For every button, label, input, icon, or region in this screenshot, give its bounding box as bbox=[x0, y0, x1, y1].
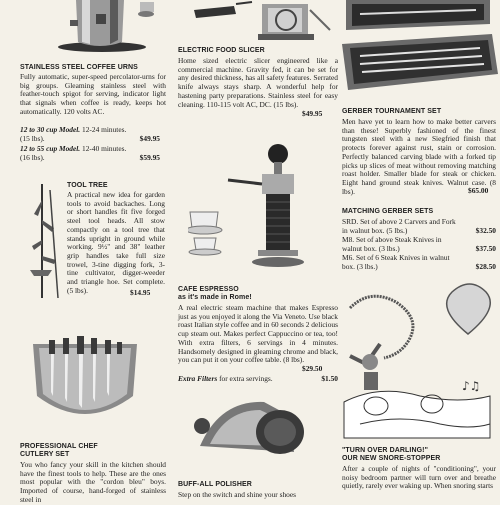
coffee-urn-model-2 bbox=[20, 145, 160, 162]
espresso-heading-line1: CAFE ESPRESSO bbox=[178, 286, 239, 293]
espresso-heading-line2: as it's made in Rome! bbox=[178, 294, 252, 301]
tool-tree-description: A practical new idea for garden tools to avoid backaches. Long or short handles fit five forged steel tool heads. All stow compactly on a tool tree that stands upright in ground while working. 9½" and 38" leather grip handles take full size trowel, 3-tine digging fork, 3-tine cultivator, digger-weeder and triangle hoe. Set complete. (5 lbs). bbox=[67, 190, 165, 295]
snore-stopper-heading-line1: "TURN OVER DARLING!" bbox=[342, 447, 429, 454]
food-slicer-heading: ELECTRIC FOOD SLICER bbox=[178, 47, 265, 54]
gerber-item-srd-price: $32.50 bbox=[475, 225, 496, 235]
gerber-item-m6 bbox=[342, 254, 496, 271]
matching-gerber-heading: MATCHING GERBER SETS bbox=[342, 208, 434, 215]
coffee-urns-heading: STAINLESS STEEL COFFEE URNS bbox=[20, 64, 138, 71]
gerber-item-srd bbox=[342, 218, 496, 235]
model-1-desc: 12-24 minutes. bbox=[82, 125, 127, 134]
coffee-urns-description: Fully automatic, super-speed percolator-urns for big groups. Gleaming stainless steel with feather-touch spigot for serving, indicator light that signals when coffee is ready, keeps hot automatically. 120 volts AC. bbox=[20, 72, 166, 116]
model-1-weight: (15 lbs). bbox=[20, 133, 45, 143]
espresso-description: A real electric steam machine that makes Espresso just as you enjoyed it along the Via Veneto. Use black roast Italian style coffee and in 60 seconds 2 delicious cup steam out. Makes perfect Cappuccino or tea, too! With extra filters, 6 servings in 4 minutes. Handsomely designed in gleaming chrome and black, you can put it on your coffee table. (8 lbs). bbox=[178, 303, 338, 365]
gerber-tournament-price: $65.00 bbox=[468, 186, 489, 195]
food-slicer-image bbox=[190, 0, 340, 46]
coffee-urn-image bbox=[40, 0, 155, 56]
extra-filters-label: Extra Filters bbox=[178, 374, 218, 383]
model-1-name: 12 to 30 cup Model. bbox=[20, 125, 81, 134]
coffee-urn-model-1 bbox=[20, 126, 160, 143]
chef-cutlery-description: You who fancy your skill in the kitchen should have the finest tools to help. These are the ones most popular with the "cordon bleu" boys. Imported of course, hand-forged of stainless steel in bbox=[20, 460, 166, 504]
extra-filters-price: $1.50 bbox=[321, 374, 338, 383]
food-slicer-description: Home sized electric slicer engineered like a commercial machine. Gravity fed, it can be set for any desired thickness, has all safety features. Serrated knife always stays sharp. A wonderful help for hastening party preparations. Stainless steel for easy cleaning. 110-115 volt AC, DC. (15 lbs). bbox=[178, 56, 338, 109]
snore-stopper-image bbox=[340, 278, 500, 442]
chef-cutlery-image bbox=[25, 336, 145, 432]
extra-filters-text: for extra servings. bbox=[219, 374, 273, 383]
gerber-item-m8-price: $37.50 bbox=[475, 243, 496, 253]
model-2-price: $59.95 bbox=[139, 152, 160, 162]
model-2-weight: (16 lbs). bbox=[20, 152, 45, 162]
gerber-tournament-description: Men have yet to learn how to make better carvers than these! Superbly fashioned of the finest tungsten steel with a new Siegfried finish that protects forever against rust, stain or corrosion. Perfectly balanced carving blade with a forked tip picks up slices of meat without removing matching roast holder. Smaller blade for steak or chicken. Eight hand ground steak knives. Walnut case. (8 lbs). bbox=[342, 117, 496, 196]
chef-cutlery-heading-line2: CUTLERY SET bbox=[20, 451, 70, 458]
chef-cutlery-heading-line1: PROFESSIONAL CHEF bbox=[20, 443, 98, 450]
food-slicer-price: $49.95 bbox=[302, 109, 323, 118]
model-2-name: 12 to 55 cup Model. bbox=[20, 144, 81, 153]
buff-polisher-image bbox=[190, 396, 310, 460]
espresso-machine-image bbox=[188, 140, 336, 290]
buff-polisher-heading: BUFF-ALL POLISHER bbox=[178, 481, 252, 488]
gerber-item-m6-price: $28.50 bbox=[475, 261, 496, 271]
snore-stopper-description: After a couple of nights of "conditioning", your noisy bedroom partner will turn over and breathe quietly, rarely ever waking up. When snoring starts bbox=[342, 464, 496, 491]
model-1-price: $49.95 bbox=[139, 133, 160, 143]
espresso-price: $29.50 bbox=[302, 364, 323, 373]
gerber-item-m6-text: M6. Set of 6 Steak Knives in walnut box. (3 lbs.) bbox=[342, 253, 450, 271]
svg-text:♪♫: ♪♫ bbox=[462, 379, 481, 393]
gerber-item-m8 bbox=[342, 236, 496, 253]
gerber-item-m8-text: M8. Set of above Steak Knives in walnut box. (3 lbs.) bbox=[342, 235, 442, 253]
gerber-item-srd-text: SRD. Set of above 2 Carvers and Fork in walnut box. (5 lbs.) bbox=[342, 217, 456, 235]
gerber-tournament-image bbox=[340, 0, 500, 94]
tool-tree-price: $14.95 bbox=[130, 288, 151, 297]
gerber-tournament-heading: GERBER TOURNAMENT SET bbox=[342, 108, 442, 115]
buff-polisher-description: Step on the switch and shine your shoes bbox=[178, 490, 297, 499]
espresso-extra-filters bbox=[178, 375, 338, 384]
tool-tree-heading: TOOL TREE bbox=[67, 182, 108, 189]
tool-tree-image bbox=[28, 180, 64, 300]
model-2-desc: 12-40 minutes. bbox=[82, 144, 127, 153]
snore-stopper-heading-line2: OUR NEW SNORE-STOPPER bbox=[342, 455, 441, 462]
